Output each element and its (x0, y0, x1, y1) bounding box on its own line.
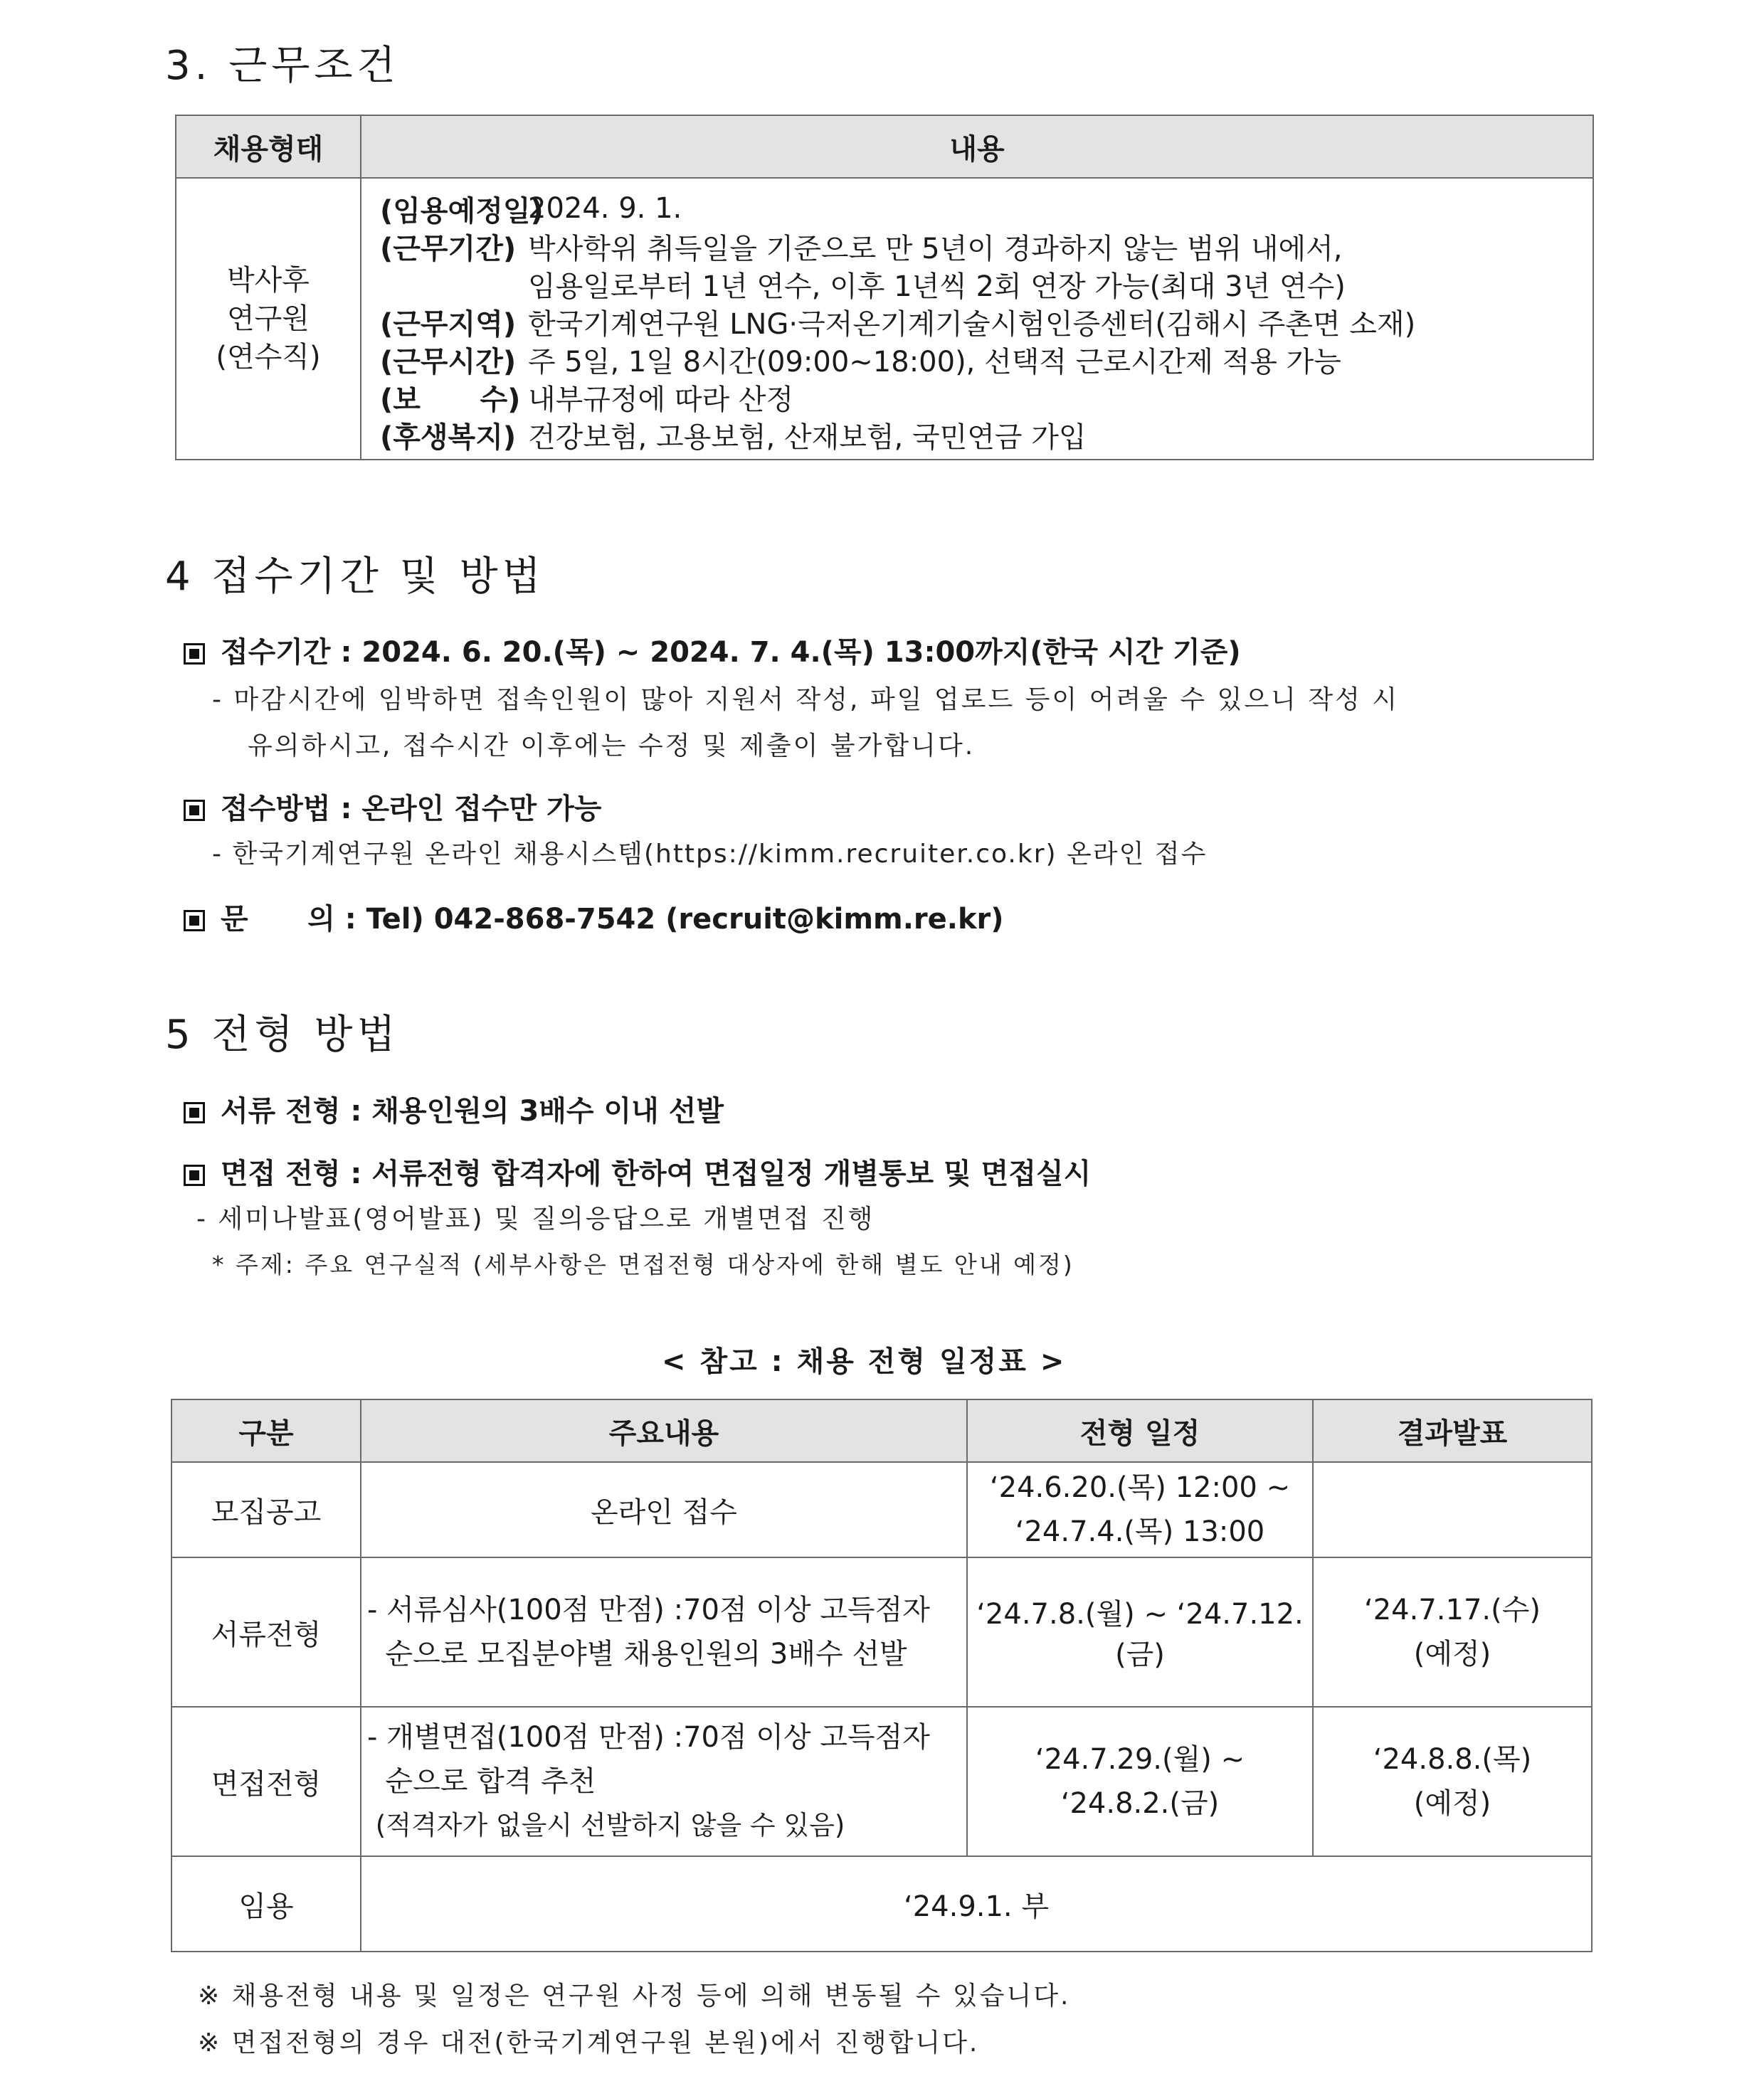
result-line: (예정) (1413, 1787, 1491, 1820)
condition-value: 한국기계연구원 LNG·극저온기계기술시험인증센터(김해시 주촌면 소재) (528, 307, 1416, 341)
row-date (967, 1462, 1313, 1557)
interview-note: - 세미나발표(영어발표) 및 질의응답으로 개별면접 진행 (196, 1205, 875, 1234)
square-bullet-icon (184, 800, 205, 821)
condition-value: 임용일로부터 1년 연수, 이후 1년씩 2회 연장 가능(최대 3년 연수) (528, 270, 1346, 303)
row-result (1313, 1462, 1592, 1557)
condition-value: 내부규정에 따라 산정 (528, 383, 794, 416)
condition-value: 2024. 9. 1. (528, 192, 682, 225)
section-5-title: 5 전형 방법 (165, 1012, 400, 1058)
square-bullet-icon (184, 1165, 205, 1186)
condition-key: (임용예정일) (380, 194, 544, 228)
condition-key: (근무지역) (380, 307, 517, 341)
condition-value: 박사학위 취득일을 기준으로 만 5년이 경과하지 않는 범위 내에서, (528, 232, 1343, 265)
position-line: 박사후 (227, 264, 310, 297)
period-item (184, 630, 1241, 670)
row-content (361, 1557, 967, 1707)
header-category: 구분 (171, 1399, 361, 1462)
interview-text: 면접 전형 : 서류전형 합격자에 한하여 면접일정 개별통보 및 면접실시 (221, 1158, 1092, 1190)
condition-key: (근무기간) (380, 232, 517, 265)
header-content: 내용 (361, 115, 1593, 178)
row-category: 면접전형 (171, 1707, 361, 1856)
work-conditions-table (175, 115, 1594, 460)
date-line: ‘24.7.4.(목) 13:00 (1015, 1515, 1265, 1548)
interview-item (184, 1151, 1091, 1192)
section-3-title: 3. 근무조건 (165, 43, 400, 89)
row-content (361, 1707, 967, 1856)
period-note: 유의하시고, 접수시간 이후에는 수정 및 제출이 불가합니다. (248, 731, 976, 761)
footnote: ※ 채용전형 내용 및 일정은 연구원 사정 등에 의해 변동될 수 있습니다. (198, 1981, 1071, 2011)
schedule-caption: < 참고 : 채용 전형 일정표 > (662, 1345, 1067, 1378)
square-bullet-icon (184, 643, 205, 665)
date-line: ‘24.8.2.(금) (1060, 1787, 1220, 1820)
content-line: - 개별면접(100점 만점) :70점 이상 고득점자 (367, 1721, 930, 1754)
period-text: 접수기간 : 2024. 6. 20.(목) ~ 2024. 7. 4.(목) 13:00까지(한국 시간 기준) (221, 636, 1241, 669)
content-line: (적격자가 없을시 선발하지 않을 수 있음) (367, 1810, 845, 1841)
date-line: ‘24.6.20.(목) 12:00 ~ (989, 1471, 1291, 1504)
header-result: 결과발표 (1313, 1399, 1592, 1462)
condition-key: (근무시간) (380, 345, 517, 379)
row-category: 서류전형 (171, 1557, 361, 1707)
row-date: ‘24.7.8.(월) ~ ‘24.7.12.(금) (967, 1557, 1313, 1707)
section-4-title: 4 접수기간 및 방법 (165, 554, 545, 600)
doc-screening-text: 서류 전형 : 채용인원의 3배수 이내 선발 (221, 1095, 724, 1128)
inquiry-item (184, 896, 1004, 937)
period-note: - 마감시간에 임박하면 접속인원이 많아 지원서 작성, 파일 업로드 등이 어려울 수 있으니 작성 시 (212, 685, 1400, 714)
date-line: ‘24.7.29.(월) ~ (1035, 1743, 1245, 1776)
interview-note: * 주제: 주요 연구실적 (세부사항은 면접전형 대상자에 한해 별도 안내 예정) (212, 1251, 1074, 1279)
position-line: (연수직) (216, 341, 321, 374)
method-item (184, 786, 601, 827)
square-bullet-icon (184, 910, 205, 931)
content-line: 순으로 합격 추천 (367, 1765, 596, 1798)
conditions-cell (361, 178, 1593, 460)
square-bullet-icon (184, 1102, 205, 1123)
inquiry-text: 문 의 : Tel) 042-868-7542 (recruit@kimm.re.kr) (221, 903, 1004, 936)
method-note: - 한국기계연구원 온라인 채용시스템(https://kimm.recruiter.co.kr) 온라인 접수 (212, 840, 1208, 869)
result-line: ‘24.8.8.(목) (1373, 1743, 1532, 1776)
condition-key: (후생복지) (380, 420, 517, 454)
header-employment-type: 채용형태 (176, 115, 361, 178)
row-result (1313, 1707, 1592, 1856)
row-category: 임용 (171, 1856, 361, 1952)
schedule-table (171, 1399, 1593, 1952)
method-text: 접수방법 : 온라인 접수만 가능 (221, 793, 602, 825)
condition-key: (보 수) (380, 383, 521, 416)
result-line: ‘24.7.17.(수) (1364, 1594, 1541, 1626)
row-content: 온라인 접수 (361, 1462, 967, 1557)
row-date (967, 1707, 1313, 1856)
row-result (1313, 1557, 1592, 1707)
content-line: 순으로 모집분야별 채용인원의 3배수 선발 (367, 1638, 907, 1671)
row-merged: ‘24.9.1. 부 (361, 1856, 1592, 1952)
content-line: - 서류심사(100점 만점) :70점 이상 고득점자 (367, 1594, 930, 1626)
row-category: 모집공고 (171, 1462, 361, 1557)
condition-value: 건강보험, 고용보험, 산재보험, 국민연금 가입 (528, 420, 1087, 454)
position-line: 연구원 (227, 302, 310, 335)
condition-value: 주 5일, 1일 8시간(09:00~18:00), 선택적 근로시간제 적용 가능 (528, 345, 1341, 379)
doc-screening-item (184, 1089, 724, 1129)
position-cell (176, 178, 361, 460)
header-schedule: 전형 일정 (967, 1399, 1313, 1462)
footnote: ※ 면접전형의 경우 대전(한국기계연구원 본원)에서 진행합니다. (198, 2028, 980, 2058)
result-line: (예정) (1413, 1638, 1491, 1671)
header-main-content: 주요내용 (361, 1399, 967, 1462)
